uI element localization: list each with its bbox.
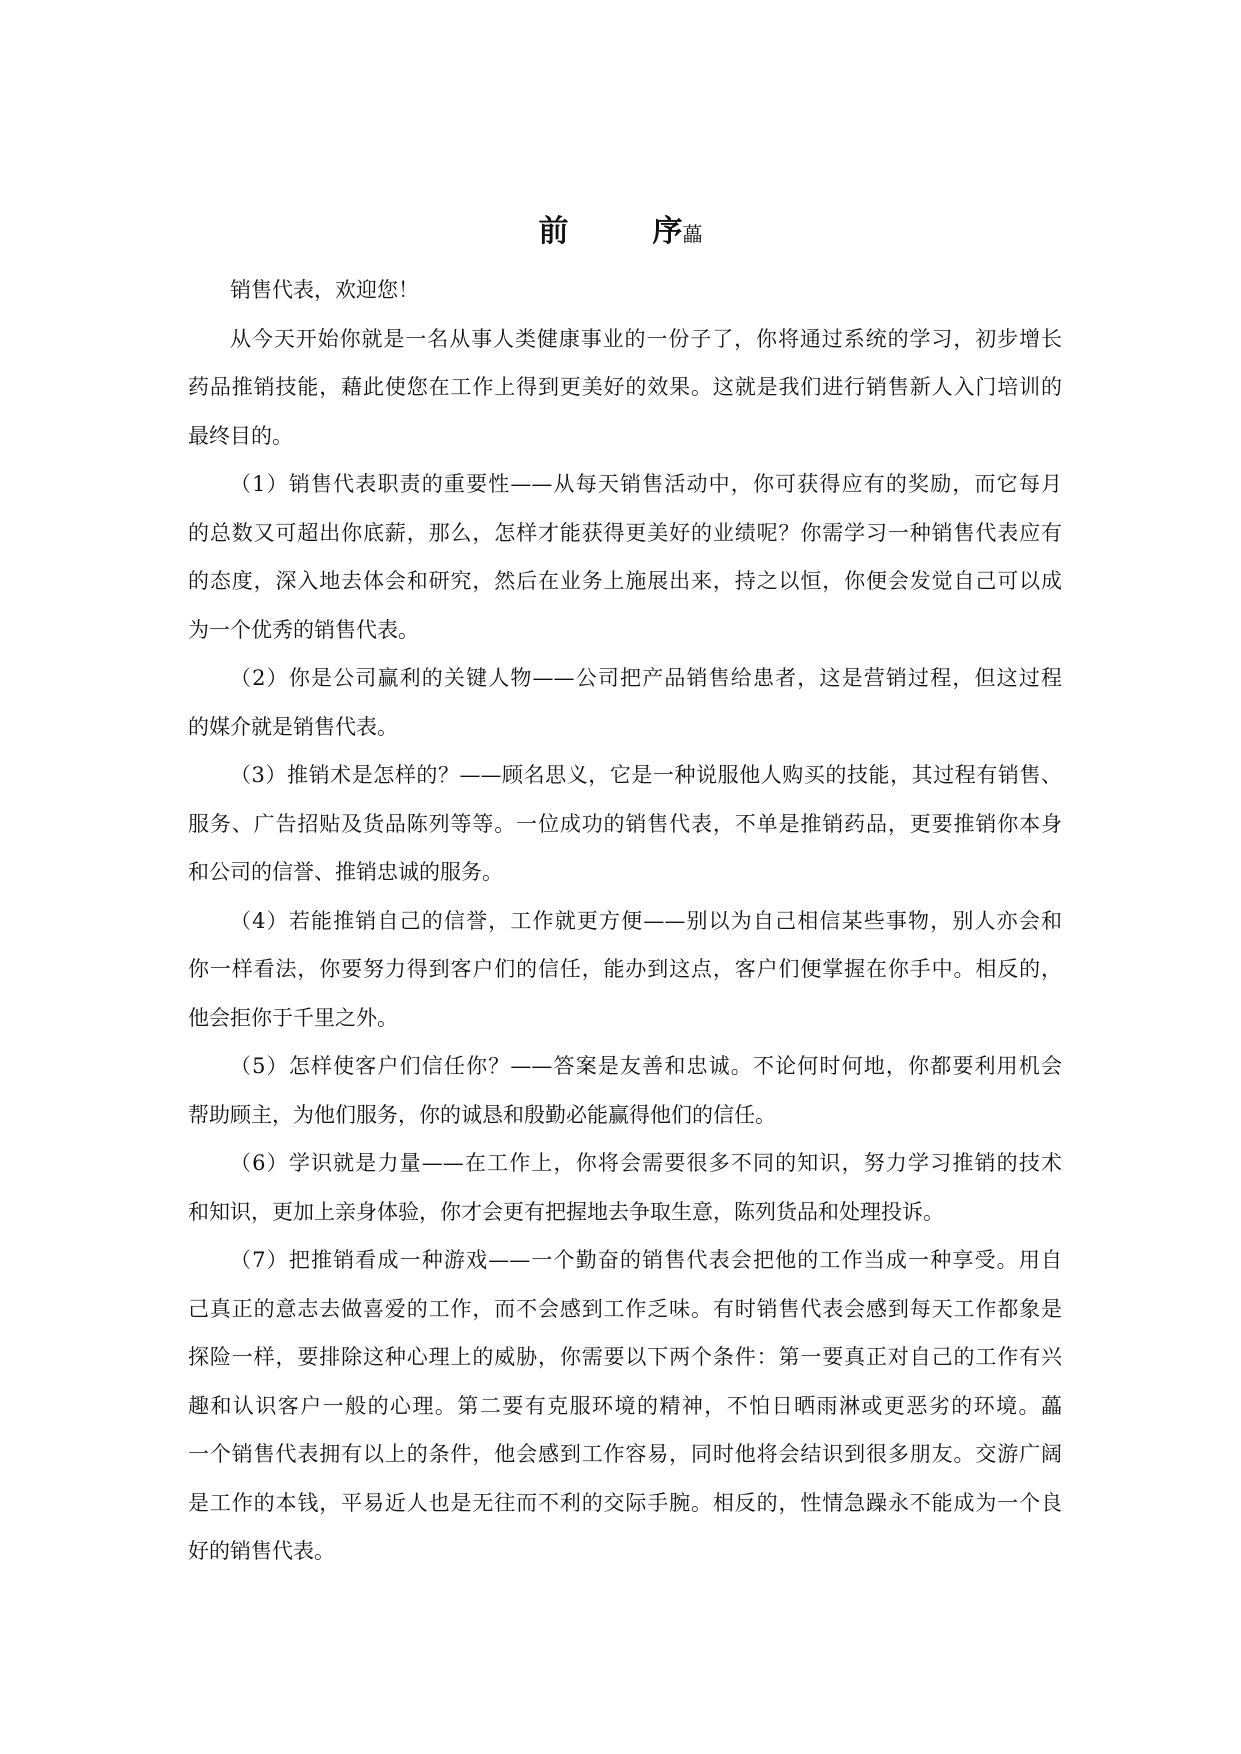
paragraph-line: （2）你是公司赢利的关键人物——公司把产品销售给患者，这是营销过程，但这过程 bbox=[230, 666, 1062, 690]
paragraph-item-7 bbox=[188, 1236, 1062, 1576]
paragraph-line: 和知识，更加上亲身体验，你才会更有把握地去争取生意，陈列货品和处理投诉。 bbox=[188, 1199, 944, 1224]
paragraph-line: 一个销售代表拥有以上的条件，他会感到工作容易，同时他将会结识到很多朋友。交游广阔 bbox=[188, 1442, 1062, 1466]
paragraph-line: 药品推销技能，藉此使您在工作上得到更美好的效果。这就是我们进行销售新人入门培训的 bbox=[188, 375, 1062, 399]
paragraph-line: 和公司的信誉、推销忠诚的服务。 bbox=[188, 860, 503, 884]
paragraph-line: 好的销售代表。 bbox=[188, 1539, 335, 1563]
paragraph-line: 你一样看法，你要努力得到客户们的信任，能办到这点，客户们便掌握在你手中。相反的， bbox=[188, 957, 1062, 981]
paragraph-greeting bbox=[188, 266, 1062, 315]
paragraph-line: 探险一样，要排除这种心理上的威胁，你需要以下两个条件：第一要真正对自己的工作有兴 bbox=[188, 1345, 1062, 1369]
paragraph-item-5 bbox=[188, 1042, 1062, 1139]
paragraph-line: 趣和认识客户一般的心理。第二要有克服环境的精神，不怕日晒雨淋或更恶劣的环境。藟 bbox=[188, 1393, 1062, 1418]
paragraph-item-4 bbox=[188, 897, 1062, 1043]
paragraph-line: （7）把推销看成一种游戏——一个勤奋的销售代表会把他的工作当成一种享受。用自 bbox=[230, 1248, 1062, 1272]
paragraph-line: 为一个优秀的销售代表。 bbox=[188, 617, 419, 642]
paragraph-line: 的态度，深入地去体会和研究，然后在业务上施展出来，持之以恒，你便会发觉自己可以成 bbox=[188, 569, 1062, 593]
paragraph-item-1 bbox=[188, 460, 1062, 654]
paragraph-item-3 bbox=[188, 751, 1062, 897]
title-mark: 藟 bbox=[682, 222, 703, 246]
paragraph-line: （5）怎样使客户们信任你？——答案是友善和忠诚。不论何时何地，你都要利用机会 bbox=[230, 1054, 1062, 1078]
paragraph-item-2 bbox=[188, 654, 1062, 751]
paragraph-line: 服务、广告招贴及货品陈列等等。一位成功的销售代表，不单是推销药品，更要推销你本身 bbox=[188, 811, 1062, 836]
paragraph-line: 己真正的意志去做喜爱的工作，而不会感到工作乏味。有时销售代表会感到每天工作都象是 bbox=[188, 1296, 1062, 1321]
paragraph-line: 从今天开始你就是一名从事人类健康事业的一份子了，你将通过系统的学习，初步增长 bbox=[230, 326, 1062, 351]
paragraph-intro bbox=[188, 315, 1062, 461]
paragraph-line: （3）推销术是怎样的？——顾名思义，它是一种说服他人购买的技能，其过程有销售、 bbox=[230, 763, 1062, 787]
paragraph-line: （4）若能推销自己的信誉，工作就更方便——别以为自己相信某些事物，别人亦会和 bbox=[230, 908, 1062, 933]
paragraph-line: 销售代表，欢迎您！ bbox=[230, 278, 419, 302]
title-char-1: 前 bbox=[538, 214, 569, 249]
paragraph-line: 的媒介就是销售代表。 bbox=[188, 714, 398, 739]
title-char-2: 序 bbox=[652, 214, 683, 249]
paragraph-item-6 bbox=[188, 1139, 1062, 1236]
paragraph-line: （1）销售代表职责的重要性——从每天销售活动中，你可获得应有的奖励，而它每月 bbox=[230, 472, 1062, 496]
paragraph-line: 最终目的。 bbox=[188, 423, 293, 448]
paragraph-line: 他会拒你于千里之外。 bbox=[188, 1005, 398, 1030]
paragraph-line: 是工作的本钱，平易近人也是无往而不利的交际手腕。相反的，性情急躁永不能成为一个良 bbox=[188, 1490, 1062, 1515]
paragraph-line: 的总数又可超出你底薪，那么，怎样才能获得更美好的业绩呢？你需学习一种销售代表应有 bbox=[188, 520, 1062, 545]
document-body bbox=[188, 266, 1062, 1576]
paragraph-line: 帮助顾主，为他们服务，你的诚恳和殷勤必能赢得他们的信任。 bbox=[188, 1102, 776, 1127]
paragraph-line: （6）学识就是力量——在工作上，你将会需要很多不同的知识，努力学习推销的技术 bbox=[230, 1151, 1062, 1175]
page-title bbox=[0, 212, 1241, 254]
